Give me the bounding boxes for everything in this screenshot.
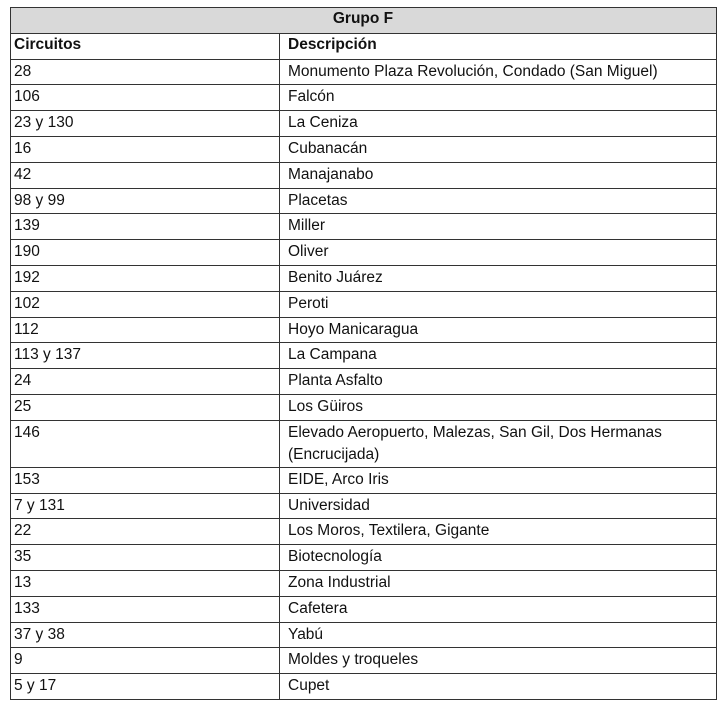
description-cell: Los Güiros <box>280 394 717 420</box>
circuit-cell: 146 <box>11 420 280 467</box>
table-row <box>11 596 717 622</box>
circuit-cell: 113 y 137 <box>11 343 280 369</box>
description-cell: Cafetera <box>280 596 717 622</box>
table-row <box>11 291 717 317</box>
table-row <box>11 519 717 545</box>
table-title: Grupo F <box>11 8 717 34</box>
table-row <box>11 570 717 596</box>
table-row <box>11 545 717 571</box>
table-row <box>11 265 717 291</box>
circuit-cell: 35 <box>11 545 280 571</box>
circuit-cell: 22 <box>11 519 280 545</box>
circuit-cell: 25 <box>11 394 280 420</box>
circuit-cell: 139 <box>11 214 280 240</box>
circuit-cell: 24 <box>11 369 280 395</box>
description-cell: Peroti <box>280 291 717 317</box>
circuit-cell: 5 y 17 <box>11 674 280 700</box>
description-cell: Elevado Aeropuerto, Malezas, San Gil, Dos Hermanas (Encrucijada) <box>280 420 717 467</box>
description-cell: Benito Juárez <box>280 265 717 291</box>
circuit-cell: 98 y 99 <box>11 188 280 214</box>
table-row <box>11 493 717 519</box>
description-cell: Biotecnología <box>280 545 717 571</box>
circuit-cell: 37 y 38 <box>11 622 280 648</box>
table-row <box>11 648 717 674</box>
table-body <box>11 59 717 699</box>
column-header-descripcion: Descripción <box>280 33 717 59</box>
circuits-table <box>10 7 717 700</box>
description-cell: Miller <box>280 214 717 240</box>
circuit-cell: 13 <box>11 570 280 596</box>
table-row <box>11 420 717 467</box>
table-header-row <box>11 33 717 59</box>
description-cell: Cubanacán <box>280 136 717 162</box>
description-cell: Planta Asfalto <box>280 369 717 395</box>
description-cell: Falcón <box>280 85 717 111</box>
column-header-circuitos: Circuitos <box>11 33 280 59</box>
circuit-cell: 7 y 131 <box>11 493 280 519</box>
description-cell: Zona Industrial <box>280 570 717 596</box>
table-row <box>11 162 717 188</box>
table-title-row <box>11 8 717 34</box>
description-cell: Manajanabo <box>280 162 717 188</box>
description-cell: Monumento Plaza Revolución, Condado (San Miguel) <box>280 59 717 85</box>
table-row <box>11 622 717 648</box>
description-cell: Yabú <box>280 622 717 648</box>
table-row <box>11 394 717 420</box>
description-cell: Cupet <box>280 674 717 700</box>
circuit-cell: 190 <box>11 240 280 266</box>
description-cell: Hoyo Manicaragua <box>280 317 717 343</box>
table-row <box>11 59 717 85</box>
circuit-cell: 192 <box>11 265 280 291</box>
table-row <box>11 369 717 395</box>
circuit-cell: 106 <box>11 85 280 111</box>
description-cell: La Ceniza <box>280 111 717 137</box>
table-row <box>11 111 717 137</box>
circuit-cell: 133 <box>11 596 280 622</box>
circuit-cell: 16 <box>11 136 280 162</box>
table-row <box>11 240 717 266</box>
circuit-cell: 42 <box>11 162 280 188</box>
circuit-cell: 28 <box>11 59 280 85</box>
table-row <box>11 467 717 493</box>
circuit-cell: 9 <box>11 648 280 674</box>
circuit-cell: 102 <box>11 291 280 317</box>
table-row <box>11 136 717 162</box>
description-cell: La Campana <box>280 343 717 369</box>
circuit-cell: 112 <box>11 317 280 343</box>
circuit-cell: 153 <box>11 467 280 493</box>
description-cell: Moldes y troqueles <box>280 648 717 674</box>
table-row <box>11 188 717 214</box>
table-row <box>11 317 717 343</box>
table-row <box>11 214 717 240</box>
description-cell: EIDE, Arco Iris <box>280 467 717 493</box>
table-row <box>11 674 717 700</box>
table-row <box>11 343 717 369</box>
table-row <box>11 85 717 111</box>
circuit-cell: 23 y 130 <box>11 111 280 137</box>
description-cell: Los Moros, Textilera, Gigante <box>280 519 717 545</box>
description-cell: Placetas <box>280 188 717 214</box>
description-cell: Oliver <box>280 240 717 266</box>
description-cell: Universidad <box>280 493 717 519</box>
